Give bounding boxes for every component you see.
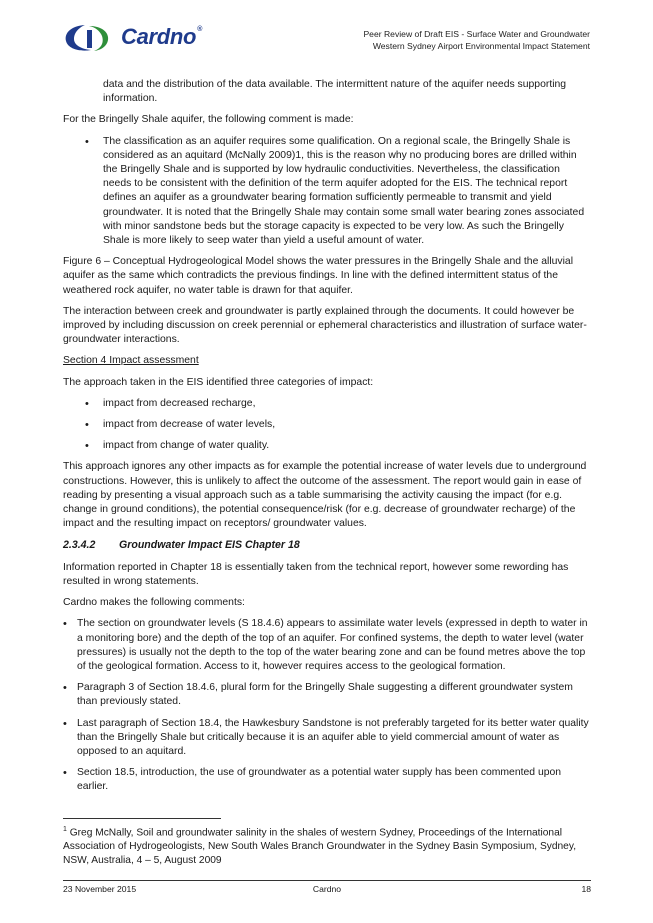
- page-number: 18: [581, 884, 591, 894]
- figure6-paragraph: Figure 6 – Conceptual Hydrogeological Model shows the water pressures in the Bringelly Shale and the alluvial aquifer as the same which contradicts the previous findings. In line with the defined intermittent status of the weathered rock aquifer, no water table is drawn for that aquifer.: [63, 256, 574, 296]
- list-item: • Last paragraph of Section 18.4, the Hawkesbury Sandstone is not preferably targeted for its better water quality than the Bringelly Shale but critically because it is an aquifer able to yield commercial amount of water as opposed to an aquitard.: [63, 717, 591, 760]
- impact-list: [63, 397, 591, 454]
- footer-date: 23 November 2015: [63, 884, 137, 894]
- cardno-logo: [63, 20, 213, 60]
- ignores-paragraph: This approach ignores any other impacts as for example the potential increase of water levels due to underground constructions. However, this is unlikely to affect the outcome of the assessment. The report would gain in ease of reading by presenting a visual approach such as a table summarising the activity causing the impact (for e.g. change in ground conditions), the potential consequence/risk (for e.g. decrease of groundwater recharge) of the impact and the resulting impact on receptors/ groundwater values.: [63, 461, 587, 530]
- footnote-divider: [63, 818, 221, 819]
- bringelly-list: [63, 135, 591, 249]
- list-item: • The section on groundwater levels (S 18.4.6) appears to assimilate water levels (expressed in depth to water in a monitoring bore) and the depth of the top of an aquifer. For confined systems, the depth to water level (water pressures) is usually not the depth to the top of the water bearing zone and can be found metres above the top of the geological formation. Access to it, however requires access to the geological formation.: [63, 617, 591, 674]
- section-number: 2.3.4.2: [63, 539, 96, 552]
- page-content: [63, 78, 591, 802]
- chapter18-paragraph: Information reported in Chapter 18 is essentially taken from the technical report, however some rewording has resulted in wrong statements.: [63, 561, 569, 587]
- footer-divider: [63, 880, 591, 881]
- section4-heading: Section 4 Impact assessment: [63, 355, 199, 367]
- footnote: [63, 823, 591, 867]
- section-title: Groundwater Impact EIS Chapter 18: [119, 539, 300, 552]
- interaction-paragraph: The interaction between creek and groundwater is partly explained through the documents. It could however be improved by including discussion on creek perennial or ephemeral characteristics and illustration of surface water-groundwater interactions.: [63, 305, 587, 346]
- footnote-mark: 1: [63, 826, 67, 833]
- list-item: • impact from change of water quality.: [63, 439, 591, 453]
- list-item: • Paragraph 3 of Section 18.4.6, plural form for the Bringelly Shale suggesting a different groundwater system than previously stated.: [63, 681, 591, 709]
- approach-paragraph: The approach taken in the EIS identified three categories of impact:: [63, 376, 374, 388]
- page-header: [0, 0, 653, 60]
- list-item: • impact from decrease of water levels,: [63, 418, 591, 432]
- footer-company: Cardno: [312, 884, 342, 894]
- section-heading: [63, 538, 591, 552]
- cardno-comments-intro: Cardno makes the following comments:: [63, 597, 245, 609]
- cardno-swoosh-icon: [63, 22, 121, 54]
- header-title-line2: Western Sydney Airport Environmental Impact Statement: [372, 40, 590, 51]
- list-item: • impact from decreased recharge,: [63, 397, 591, 411]
- bringelly-intro: For the Bringelly Shale aquifer, the following comment is made:: [63, 114, 354, 126]
- list-item: • The classification as an aquifer requires some qualification. On a regional scale, the Bringelly Shale is considered as an aquitard (McNally 2009)1, this is the reason why no producing bores are drilled within the Bringelly Shale and is supported by low hydraulic conductivities. Nevertheless, the classification needs to be consistent with the definition of the term aquifer adopted for the EIS. The technical report defines an aquifer as a groundwater bearing formation sufficiently permeable to transmit and yield groundwater. It is noted that the Bringelly Shale may contain some small water bearing zones associated with minor sandstone beds but the storage capacity is expected to be very low. As such the Bringelly Shale is more likely to seep water than yield a useful amount of water.: [63, 135, 591, 249]
- continued-paragraph: data and the distribution of the data available. The intermittent nature of the aquifer needs supporting information.: [103, 79, 567, 105]
- footnote-text: Greg McNally, Soil and groundwater salinity in the shales of western Sydney, Proceedings of the International Association of Hydrogeologists, New South Wales Branch Groundwater in the Sydney Basin Symposium, Sydney, NSW, Australia, 4 – 5, August 2009: [63, 827, 577, 866]
- comment-list: [63, 617, 591, 794]
- document-title: [363, 29, 590, 52]
- logo-wordmark: Cardno®: [121, 24, 203, 49]
- header-title-line1: Peer Review of Draft EIS - Surface Water and Groundwater: [363, 29, 590, 39]
- list-item: • Section 18.5, introduction, the use of groundwater as a potential water supply has been commented upon earlier.: [63, 766, 591, 794]
